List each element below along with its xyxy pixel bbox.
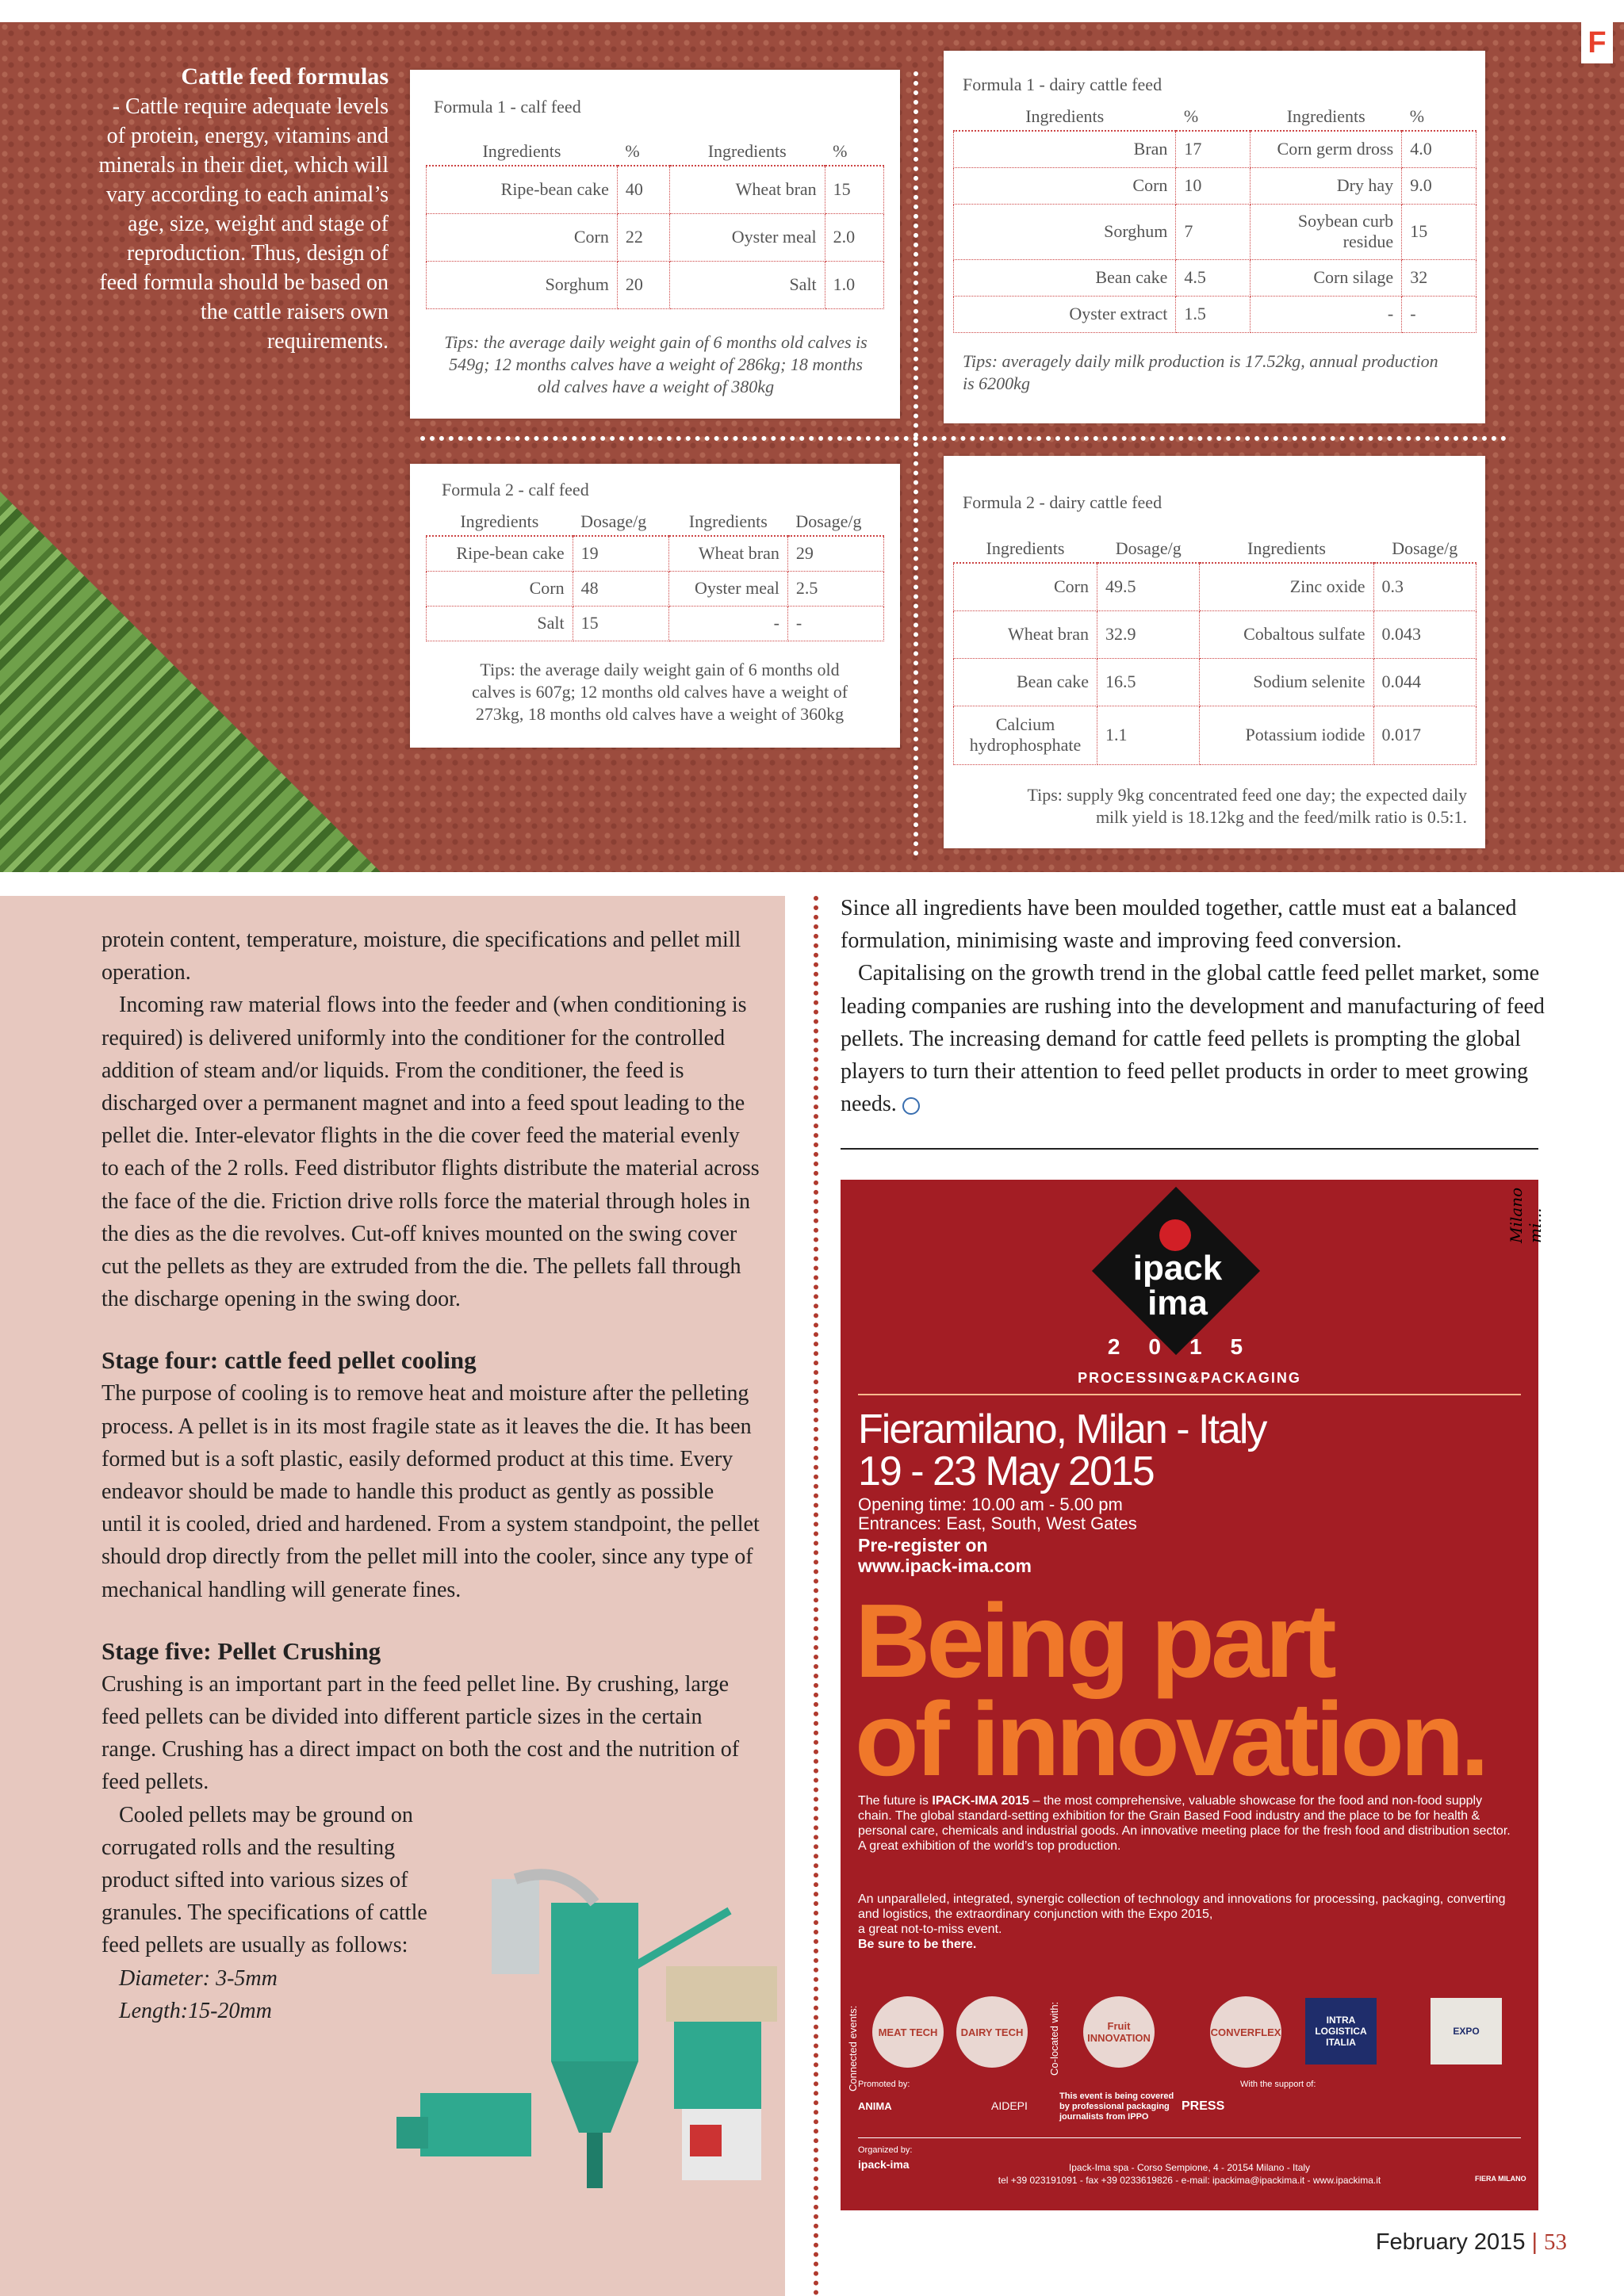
cell: Sodium selenite [1200,658,1373,706]
col-header: % [825,138,883,166]
cell: 1.0 [825,261,883,308]
support-label: With the support of: [1240,2080,1316,2089]
body-text: – the most comprehensive, valuable showcase for the food and non-food supply chain. The global standard-setting exhibition for the Grain Based Food industry and the place to be for health & personal care, chemicals and industrial goods. An innovative meeting place for the fresh food and distribution sector. [858,1794,1511,1838]
ad-divider [858,2137,1521,2138]
converflex-logo: CONVERFLEX [1210,1996,1281,2068]
panel-title: Formula 1 - dairy cattle feed [963,75,1162,94]
cell: 49.5 [1097,563,1200,610]
ad-body-1 [858,1793,1516,1854]
cell: 0.017 [1373,706,1477,764]
tips-text: Tips: supply 9kg concentrated feed one day; the expected daily milk yield is 18.12kg and the feed/milk ratio is 0.5:1. [1027,785,1467,827]
cell: 0.043 [1373,610,1477,658]
col-header: Ingredients [954,103,1176,131]
ad-city: Fieramilano, Milan - Italy [858,1406,1266,1452]
ad-body-2 [858,1892,1516,1952]
ad-subtitle: PROCESSING&PACKAGING [1078,1370,1301,1386]
tips-text: Tips: the average daily weight gain of 6 months old calves is 549g; 12 months calves have a weight of 286kg; 18 months old calves have a weight of 380kg [444,332,868,396]
cell: Oyster extract [954,296,1176,332]
cell: Corn [427,571,573,606]
slogan-line: of innovation. [855,1681,1486,1797]
cell: Wheat bran [668,536,787,571]
cell: Salt [427,606,573,641]
logo-text [1102,1251,1253,1321]
paragraph: Cooled pellets may be ground on corrugated rolls and the resulting product sifted into various sizes of granules. The specifications of cattle feed pellets are usually as follows: [102,1802,427,1958]
cell: 0.044 [1373,658,1477,706]
cell: Wheat bran [669,166,825,213]
cell: Zinc oxide [1200,563,1373,610]
paragraph-text: Capitalising on the growth trend in the global cattle feed pellet market, some leading companies are rushing into the development and manufacturing of feed pellets. The increasing demand for cattle feed pellets is prompting the global players to turn their attention to feed pellet products in order to meet growing needs. [841,961,1545,1117]
calf-formula-2-panel [410,464,900,748]
address: Ipack-Ima spa - Corso Sempione, 4 - 20154 Milano - Italy [1068,2162,1311,2173]
col-header: Ingredients [669,138,825,166]
meat-tech-logo: MEAT TECH [872,1996,944,2068]
cell: Calcium hydrophosphate [954,706,1097,764]
col-header: Ingredients [1251,103,1402,131]
page-footer [1376,2229,1567,2256]
feed-mill-machine-image [373,1871,785,2196]
paragraph: protein content, temperature, moisture, die specifications and pellet mill operation. [102,928,741,985]
cell: Soybean curb residue [1251,204,1402,259]
ippo-coverage: This event is being covered by professional packaging journalists from IPPO [1059,2091,1174,2122]
col-header: Ingredients [1200,535,1373,563]
col-header: % [617,138,669,166]
cell: Corn [954,167,1176,204]
dairy-formula-1-table [953,103,1477,333]
body-text: An unparalleled, integrated, synergic collection of technology and innovations for processing, packaging, converting and logistics, the extraordinary conjunction with the Expo 2015, [858,1892,1506,1921]
expo-logo: EXPO [1431,1998,1502,2064]
ad-contact [858,2158,1521,2187]
cell: 40 [617,166,669,213]
slogan-line: Being part [855,1582,1333,1699]
panel-title: Formula 2 - dairy cattle feed [963,492,1162,512]
col-header: Dosage/g [573,508,668,536]
aidepi-logo: AIDEPI [991,2099,1028,2112]
page-number: 53 [1544,2229,1567,2255]
col-header: Ingredients [427,508,573,536]
cell: Corn [954,563,1097,610]
col-header: % [1176,103,1251,131]
panel-title: Formula 2 - calf feed [442,480,589,499]
intro-text [95,62,389,356]
cell: 4.5 [1176,259,1251,296]
column-divider [814,896,818,2296]
right-column [841,892,1562,1120]
ad-preregister [858,1535,1032,1576]
intralogistica-logo: INTRA LOGISTICA ITALIA [1305,1998,1377,2064]
co-located-label: Co-located with: [1048,2001,1060,2076]
cell: 9.0 [1402,167,1477,204]
promoted-label: Promoted by: [858,2080,910,2089]
cell: Ripe-bean cake [427,536,573,571]
cell: 7 [1176,204,1251,259]
calf-formula-1-table [426,138,884,309]
cell: 4.0 [1402,131,1477,167]
ad-divider [858,1394,1521,1395]
horizontal-divider [420,436,1507,441]
cell: Oyster meal [669,213,825,261]
cell: Bean cake [954,259,1176,296]
cell: 32.9 [1097,610,1200,658]
col-header: Dosage/g [1373,535,1477,563]
prereg-link[interactable]: www.ipack-ima.com [858,1556,1032,1576]
fiera-milano-logo: FIERA MILANO [1475,2175,1526,2183]
organized-label: Organized by: [858,2145,913,2155]
cell: Wheat bran [954,610,1097,658]
cell: - [668,606,787,641]
cell: 48 [573,571,668,606]
end-mark-icon [902,1097,920,1115]
paragraph: Since all ingredients have been moulded together, cattle must eat a balanced formulation, minimising waste and improving feed conversion. [841,896,1517,954]
intro-title: Cattle feed formulas [181,63,389,90]
ad-slogan [855,1582,1486,1797]
cell: 19 [573,536,668,571]
press-logo: PRESS [1182,2099,1225,2113]
cell: Bran [954,131,1176,167]
ad-hours [858,1495,1137,1533]
cell: Ripe-bean cake [427,166,618,213]
tips-text: Tips: the average daily weight gain of 6 months old calves is 607g; 12 months old calves have a weight of 273kg, 18 months old calves have a weight of 360kg [471,660,848,724]
cell: 15 [825,166,883,213]
body-text: A great exhibition of the world’s top production. [858,1839,1121,1853]
cell: Oyster meal [668,571,787,606]
dairy-formula-2-panel [944,456,1485,848]
ad-year: 2015 [1107,1334,1272,1359]
prereg-label: Pre-register on [858,1535,988,1556]
cell: - [787,606,883,641]
col-header: Ingredients [954,535,1097,563]
dairy-tech-logo: DAIRY TECH [956,1996,1028,2068]
body-text: The future is [858,1794,933,1808]
cell: 15 [1402,204,1477,259]
cell: 10 [1176,167,1251,204]
cell: 1.5 [1176,296,1251,332]
opening-time: Opening time: 10.00 am - 5.00 pm [858,1494,1123,1514]
col-header: Dosage/g [1097,535,1200,563]
calf-formula-1-panel [410,70,900,419]
paragraph: The purpose of cooling is to remove heat and moisture after the pelleting process. A pellet is in its most fragile state as it leaves the die. It has been formed but is a soft plastic, easily deformed product at this time. Every endeavor should be made to handle this product as gently as possible until it is cooled, dried and hardened. From a system standpoint, the pellet should drop directly from the pellet mill into the cooler, since any type of mechanical handling will generate fines. [102,1381,760,1602]
section-heading: Stage four: cattle feed pellet cooling [102,1346,477,1375]
col-header: % [1402,103,1477,131]
tips-text: Tips: averagely daily milk production is 17.52kg, annual production is 6200kg [963,351,1438,393]
logo-line: ipack [1132,1249,1223,1288]
section-heading: Stage five: Pellet Crushing [102,1636,381,1665]
spec-length: Length:15-20mm [119,1998,272,2023]
paragraph: Crushing is an important part in the feed pellet line. By crushing, large feed pellets can be divided into different particle sizes in the certain range. Crushing has a direct impact on both the cost and the nutrition of feed pellets. [102,1671,740,1795]
cell: Dry hay [1251,167,1402,204]
cell: Corn germ dross [1251,131,1402,167]
vertical-divider [914,71,918,856]
ad-dates: 19 - 23 May 2015 [858,1448,1154,1494]
divider-rule [841,1148,1538,1150]
body-text: a great not-to-miss event. [858,1923,1002,1936]
cell: 2.0 [825,213,883,261]
col-header: Dosage/g [787,508,883,536]
panel-title: Formula 1 - calf feed [434,97,581,117]
cell: 32 [1402,259,1477,296]
paragraph [841,957,1562,1120]
intro-body: - Cattle require adequate levels of protein, energy, vitamins and minerals in their diet, which will vary according to each animal’s age, size, weight and stage of reproduction. Thus, design of feed formula should be based on the cattle raisers own requirements. [98,94,389,354]
body-text: IPACK-IMA 2015 [932,1794,1030,1808]
cell: 0.3 [1373,563,1477,610]
signature-text: Milano mi... [1507,1187,1545,1243]
cell: 29 [787,536,883,571]
paragraph: Incoming raw material flows into the feeder and (when conditioning is required) is delivered uniformly into the conditioner for the controlled addition of steam and/or liquids. From the conditioner, the feed is discharged over a permanent magnet and into a feed spout leading to the pellet die. Inter-elevator flights in the die cover feed the material evenly to each of the 2 rolls. Feed distributor flights distribute the material across the face of the die. Friction drive rolls force the material through holes in the dies as the die revolves. Cut-off knives mounted on the swing cover cut the pellets as they are extruded from the die. The pellets fall through the discharge opening in the swing door. [102,993,760,1312]
cell: Cobaltous sulfate [1200,610,1373,658]
cell: Sorghum [954,204,1176,259]
cell: 1.1 [1097,706,1200,764]
cell: Bean cake [954,658,1097,706]
logo-dot-icon [1159,1219,1191,1251]
ipack-ima-advertisement[interactable] [841,1180,1545,2210]
fruit-innovation-logo: Fruit INNOVATION [1083,1996,1155,2068]
cell: Sorghum [427,261,618,308]
connected-events-label: Connected events: [847,2005,859,2091]
cell: Corn [427,213,618,261]
cell: 22 [617,213,669,261]
footer-separator: | [1531,2229,1538,2255]
cell: 15 [573,606,668,641]
cell: 20 [617,261,669,308]
spec-diameter: Diameter: 3-5mm [119,1965,278,1991]
col-header: Ingredients [668,508,787,536]
calf-formula-2-table [426,508,884,641]
cell: - [1402,296,1477,332]
cell: 17 [1176,131,1251,167]
dairy-formula-2-table [953,535,1477,765]
left-column [102,924,760,2027]
col-header: Ingredients [427,138,618,166]
logo-line: ima [1147,1284,1208,1322]
cell: - [1251,296,1402,332]
issue-date: February 2015 [1375,2229,1526,2255]
entrances: Entrances: East, South, West Gates [858,1513,1137,1533]
body-text: Be sure to be there. [858,1938,977,1951]
anima-logo: ANIMA [858,2100,892,2112]
section-tag: F [1581,22,1613,63]
cell: Potassium iodide [1200,706,1373,764]
cell: 2.5 [787,571,883,606]
cell: Salt [669,261,825,308]
dairy-formula-1-panel [944,51,1485,423]
contact-info: tel +39 023191091 - fax +39 0233619826 - e-mail: ipackima@ipackima.it - www.ipackima.it [998,2175,1381,2186]
cell: Corn silage [1251,259,1402,296]
organizer-logo: ipack-ima [858,2158,910,2171]
cell: 16.5 [1097,658,1200,706]
